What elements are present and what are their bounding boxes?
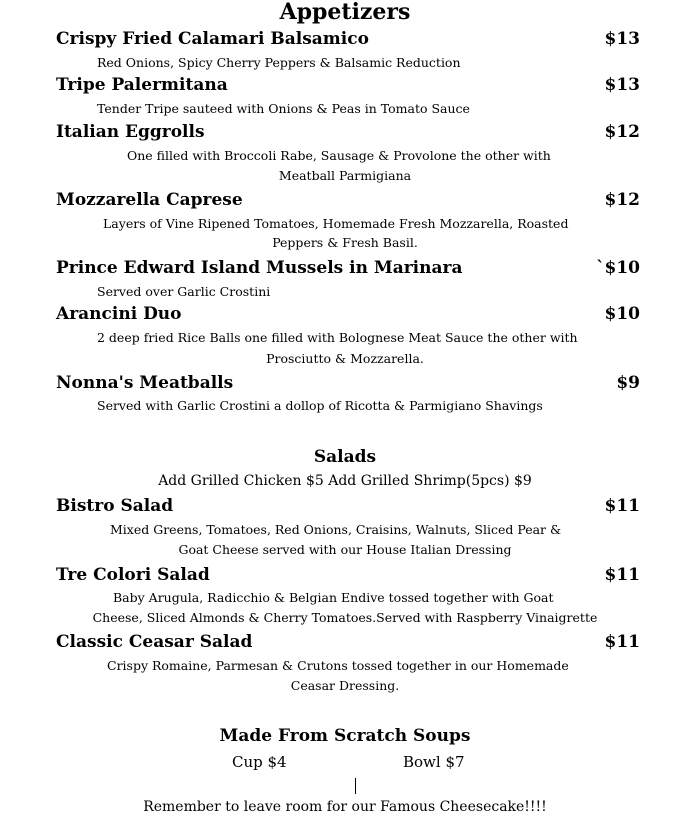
soup-cup-price: Cup $4	[232, 753, 287, 771]
item-price: $12	[604, 190, 640, 210]
item-name: Tripe Palermitana	[56, 75, 228, 95]
item-description: 2 deep fried Rice Balls one filled with Bolognese Meat Sauce the other with	[97, 330, 578, 345]
item-description: Baby Arugula, Radicchio & Belgian Endive tossed together with Goat	[113, 590, 554, 605]
item-price: $11	[604, 565, 640, 585]
salad-addons: Add Grilled Chicken $5 Add Grilled Shrimp(5pcs) $9	[158, 473, 532, 489]
item-description: Ceasar Dressing.	[290, 678, 400, 693]
salads-title: Salads	[313, 447, 377, 467]
item-name: Tre Colori Salad	[56, 565, 210, 585]
item-description: Cheese, Sliced Almonds & Cherry Tomatoes.Served with Raspberry Vinaigrette	[92, 610, 598, 625]
item-name: Bistro Salad	[56, 496, 174, 516]
item-price: $9	[616, 373, 640, 393]
item-description: One filled with Broccoli Rabe, Sausage & Provolone the other with	[127, 148, 551, 163]
item-name: Prince Edward Island Mussels in Marinara	[56, 258, 463, 278]
item-price: $11	[604, 632, 640, 652]
item-price: $12	[604, 122, 640, 142]
item-price: $13	[604, 75, 640, 95]
item-description: Served over Garlic Crostini	[97, 284, 271, 299]
soups-title: Made From Scratch Soups	[219, 726, 471, 746]
item-name: Nonna's Meatballs	[56, 373, 234, 393]
item-description: Tender Tripe sauteed with Onions & Peas in Tomato Sauce	[97, 101, 470, 116]
item-name: Classic Ceasar Salad	[56, 632, 253, 652]
item-description: Red Onions, Spicy Cherry Peppers & Balsamic Reduction	[97, 55, 461, 70]
item-price: `$10	[596, 258, 640, 278]
item-description: Crispy Romaine, Parmesan & Crutons tossed together in our Homemade	[107, 658, 569, 673]
item-description: Served with Garlic Crostini a dollop of Ricotta & Parmigiano Shavings	[97, 398, 543, 413]
item-description: Peppers & Fresh Basil.	[272, 235, 418, 250]
item-price: $11	[604, 496, 640, 516]
item-name: Arancini Duo	[56, 304, 182, 324]
item-description: Layers of Vine Ripened Tomatoes, Homemade Fresh Mozzarella, Roasted	[103, 216, 569, 231]
item-name: Italian Eggrolls	[56, 122, 205, 142]
item-description: Mixed Greens, Tomatoes, Red Onions, Craisins, Walnuts, Sliced Pear &	[110, 522, 562, 537]
item-name: Crispy Fried Calamari Balsamico	[56, 29, 369, 49]
item-description: Goat Cheese served with our House Italian Dressing	[178, 542, 512, 557]
cheesecake-note: Remember to leave room for our Famous Cheesecake!!!!	[143, 799, 547, 815]
item-name: Mozzarella Caprese	[56, 190, 243, 210]
item-description: Prosciutto & Mozzarella.	[266, 351, 424, 366]
item-price: $13	[604, 29, 640, 49]
item-description: Meatball Parmigiana	[278, 168, 412, 183]
divider-line	[355, 778, 356, 794]
soup-bowl-price: Bowl $7	[403, 753, 465, 771]
appetizers-title: Appetizers	[279, 0, 411, 25]
item-price: $10	[604, 304, 640, 324]
